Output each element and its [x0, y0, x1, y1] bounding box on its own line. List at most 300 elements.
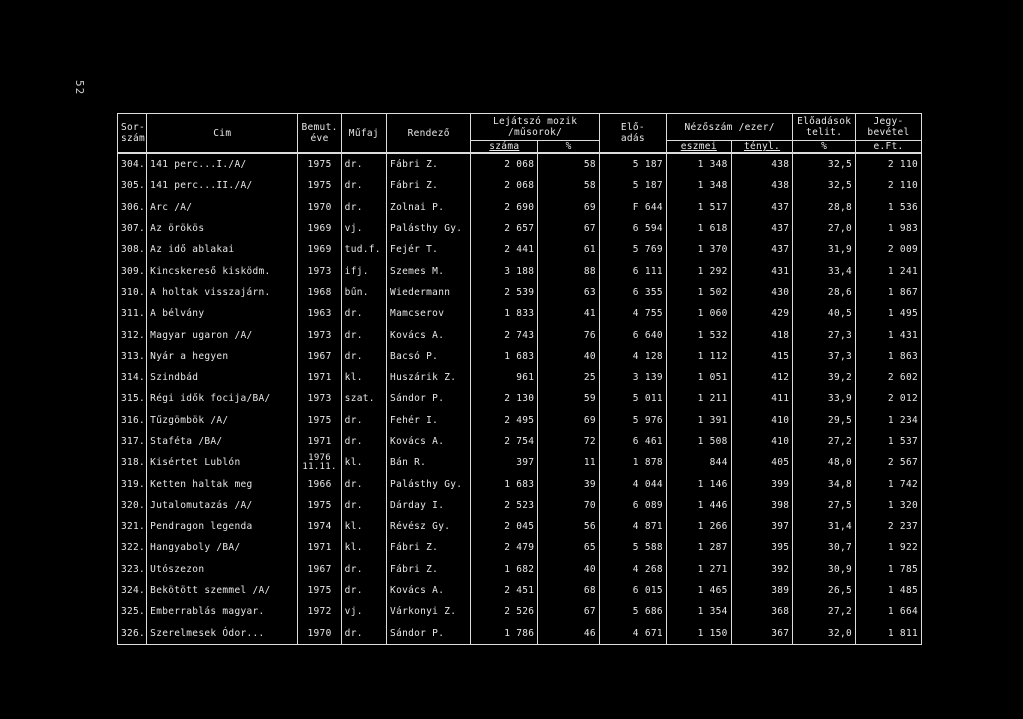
table-row — [118, 218, 922, 239]
viewers-ideal: 1 532 — [666, 324, 731, 345]
cinema-percent: 56 — [538, 516, 600, 537]
occupancy-percent: 39,2 — [793, 367, 856, 388]
occupancy-percent: 29,5 — [793, 410, 856, 431]
ticket-revenue: 1 234 — [856, 410, 922, 431]
show-count: 4 268 — [599, 559, 666, 580]
header-jegybevetel-unit: e.Ft. — [856, 141, 922, 154]
page-number: 52 — [73, 80, 86, 96]
genre: dr. — [341, 431, 386, 452]
film-title: Jutalomutazás /A/ — [147, 495, 298, 516]
release-year: 1973 — [298, 324, 341, 345]
occupancy-percent: 33,4 — [793, 260, 856, 281]
viewers-actual: 429 — [731, 303, 793, 324]
table-row — [118, 495, 922, 516]
release-year: 1976 11.11. — [298, 452, 341, 473]
viewers-ideal: 1 348 — [666, 153, 731, 175]
row-number: 317. — [118, 431, 147, 452]
occupancy-percent: 31,9 — [793, 239, 856, 260]
viewers-actual: 368 — [731, 601, 793, 622]
ticket-revenue: 1 863 — [856, 346, 922, 367]
header-nezoszam: Nézőszám /ezer/ — [666, 114, 792, 141]
ticket-revenue: 2 012 — [856, 388, 922, 409]
occupancy-percent: 26,5 — [793, 580, 856, 601]
show-count: 6 111 — [599, 260, 666, 281]
film-title: 141 perc...I./A/ — [147, 153, 298, 175]
cinema-percent: 58 — [538, 153, 600, 175]
viewers-ideal: 1 508 — [666, 431, 731, 452]
occupancy-percent: 40,5 — [793, 303, 856, 324]
release-year: 1973 — [298, 260, 341, 281]
viewers-ideal: 1 517 — [666, 197, 731, 218]
viewers-actual: 430 — [731, 282, 793, 303]
row-number: 325. — [118, 601, 147, 622]
cinema-percent: 40 — [538, 559, 600, 580]
release-year: 1975 — [298, 495, 341, 516]
viewers-actual: 438 — [731, 153, 793, 175]
director: Huszárik Z. — [387, 367, 471, 388]
release-year: 1970 — [298, 623, 341, 645]
genre: kl. — [341, 537, 386, 558]
cinema-count: 1 786 — [471, 623, 538, 645]
viewers-ideal: 1 354 — [666, 601, 731, 622]
ticket-revenue: 1 664 — [856, 601, 922, 622]
row-number: 318. — [118, 452, 147, 473]
film-title: Bekötött szemmel /A/ — [147, 580, 298, 601]
occupancy-percent: 48,0 — [793, 452, 856, 473]
viewers-actual: 367 — [731, 623, 793, 645]
director: Fejér T. — [387, 239, 471, 260]
film-statistics-table-container — [117, 113, 922, 645]
table-row — [118, 580, 922, 601]
genre: dr. — [341, 153, 386, 175]
film-title: Emberrablás magyar. — [147, 601, 298, 622]
table-row — [118, 367, 922, 388]
row-number: 305. — [118, 175, 147, 196]
cinema-count: 1 683 — [471, 346, 538, 367]
viewers-actual: 389 — [731, 580, 793, 601]
viewers-ideal: 1 465 — [666, 580, 731, 601]
row-number: 320. — [118, 495, 147, 516]
genre: dr. — [341, 324, 386, 345]
cinema-percent: 41 — [538, 303, 600, 324]
film-title: Staféta /BA/ — [147, 431, 298, 452]
director: Sándor P. — [387, 388, 471, 409]
show-count: 4 128 — [599, 346, 666, 367]
occupancy-percent: 30,9 — [793, 559, 856, 580]
row-number: 316. — [118, 410, 147, 431]
film-title: Nyár a hegyen — [147, 346, 298, 367]
viewers-ideal: 1 112 — [666, 346, 731, 367]
table-row — [118, 431, 922, 452]
film-title: Pendragon legenda — [147, 516, 298, 537]
viewers-ideal: 1 391 — [666, 410, 731, 431]
viewers-actual: 437 — [731, 218, 793, 239]
viewers-actual: 395 — [731, 537, 793, 558]
film-title: Az idő ablakai — [147, 239, 298, 260]
cinema-count: 397 — [471, 452, 538, 473]
cinema-count: 2 754 — [471, 431, 538, 452]
row-number: 323. — [118, 559, 147, 580]
show-count: 6 594 — [599, 218, 666, 239]
viewers-actual: 398 — [731, 495, 793, 516]
film-title: Kincskereső kisködm. — [147, 260, 298, 281]
film-title: A bélvány — [147, 303, 298, 324]
ticket-revenue: 1 742 — [856, 473, 922, 494]
header-eloadas: Elő- adás — [599, 114, 666, 154]
occupancy-percent: 32,5 — [793, 153, 856, 175]
show-count: 5 187 — [599, 153, 666, 175]
film-title: Tűzgömbök /A/ — [147, 410, 298, 431]
table-row — [118, 197, 922, 218]
genre: dr. — [341, 623, 386, 645]
table-row — [118, 282, 922, 303]
occupancy-percent: 27,2 — [793, 601, 856, 622]
director: Fábri Z. — [387, 559, 471, 580]
genre: dr. — [341, 473, 386, 494]
table-row — [118, 346, 922, 367]
viewers-ideal: 1 370 — [666, 239, 731, 260]
row-number: 311. — [118, 303, 147, 324]
director: Sándor P. — [387, 623, 471, 645]
row-number: 324. — [118, 580, 147, 601]
row-number: 315. — [118, 388, 147, 409]
cinema-percent: 59 — [538, 388, 600, 409]
table-row — [118, 623, 922, 645]
film-title: Az örökös — [147, 218, 298, 239]
occupancy-percent: 34,8 — [793, 473, 856, 494]
release-year: 1967 — [298, 559, 341, 580]
viewers-actual: 410 — [731, 431, 793, 452]
row-number: 319. — [118, 473, 147, 494]
viewers-actual: 437 — [731, 239, 793, 260]
genre: dr. — [341, 495, 386, 516]
header-mufaj: Műfaj — [341, 114, 386, 154]
film-title: A holtak visszajárn. — [147, 282, 298, 303]
ticket-revenue: 1 785 — [856, 559, 922, 580]
director: Palásthy Gy. — [387, 473, 471, 494]
table-row — [118, 601, 922, 622]
viewers-ideal: 1 146 — [666, 473, 731, 494]
cinema-percent: 25 — [538, 367, 600, 388]
table-row — [118, 516, 922, 537]
viewers-ideal: 1 292 — [666, 260, 731, 281]
cinema-percent: 67 — [538, 218, 600, 239]
ticket-revenue: 1 983 — [856, 218, 922, 239]
row-number: 310. — [118, 282, 147, 303]
viewers-ideal: 1 266 — [666, 516, 731, 537]
row-number: 306. — [118, 197, 147, 218]
table-row — [118, 175, 922, 196]
director: Bán R. — [387, 452, 471, 473]
cinema-percent: 63 — [538, 282, 600, 303]
viewers-ideal: 1 348 — [666, 175, 731, 196]
ticket-revenue: 2 567 — [856, 452, 922, 473]
table-body — [118, 153, 922, 644]
genre: dr. — [341, 559, 386, 580]
release-year: 1971 — [298, 367, 341, 388]
cinema-percent: 88 — [538, 260, 600, 281]
header-lejatszo-szama: száma — [471, 141, 538, 154]
ticket-revenue: 1 867 — [856, 282, 922, 303]
cinema-count: 1 683 — [471, 473, 538, 494]
occupancy-percent: 28,8 — [793, 197, 856, 218]
cinema-percent: 61 — [538, 239, 600, 260]
genre: dr. — [341, 303, 386, 324]
ticket-revenue: 2 110 — [856, 153, 922, 175]
show-count: 4 671 — [599, 623, 666, 645]
show-count: 6 355 — [599, 282, 666, 303]
ticket-revenue: 1 536 — [856, 197, 922, 218]
viewers-actual: 405 — [731, 452, 793, 473]
show-count: 5 769 — [599, 239, 666, 260]
cinema-count: 2 130 — [471, 388, 538, 409]
film-title: Szindbád — [147, 367, 298, 388]
table-row — [118, 559, 922, 580]
occupancy-percent: 31,4 — [793, 516, 856, 537]
genre: dr. — [341, 346, 386, 367]
occupancy-percent: 30,7 — [793, 537, 856, 558]
row-number: 314. — [118, 367, 147, 388]
ticket-revenue: 1 241 — [856, 260, 922, 281]
table-row — [118, 153, 922, 175]
show-count: F 644 — [599, 197, 666, 218]
cinema-count: 3 188 — [471, 260, 538, 281]
viewers-actual: 437 — [731, 197, 793, 218]
cinema-percent: 69 — [538, 410, 600, 431]
row-number: 326. — [118, 623, 147, 645]
cinema-percent: 68 — [538, 580, 600, 601]
genre: vj. — [341, 601, 386, 622]
director: Palásthy Gy. — [387, 218, 471, 239]
table-row — [118, 303, 922, 324]
viewers-actual: 411 — [731, 388, 793, 409]
viewers-ideal: 1 618 — [666, 218, 731, 239]
director: Wiedermann — [387, 282, 471, 303]
release-year: 1969 — [298, 218, 341, 239]
header-eloadasok-pct: % — [793, 141, 856, 154]
genre: dr. — [341, 580, 386, 601]
release-year: 1966 — [298, 473, 341, 494]
cinema-count: 2 068 — [471, 175, 538, 196]
header-rendezo: Rendező — [387, 114, 471, 154]
viewers-ideal: 1 051 — [666, 367, 731, 388]
show-count: 5 187 — [599, 175, 666, 196]
row-number: 321. — [118, 516, 147, 537]
table-row — [118, 537, 922, 558]
cinema-count: 2 657 — [471, 218, 538, 239]
viewers-actual: 418 — [731, 324, 793, 345]
cinema-count: 2 068 — [471, 153, 538, 175]
ticket-revenue: 2 110 — [856, 175, 922, 196]
viewers-ideal: 1 060 — [666, 303, 731, 324]
viewers-ideal: 1 287 — [666, 537, 731, 558]
viewers-actual: 410 — [731, 410, 793, 431]
cinema-percent: 70 — [538, 495, 600, 516]
director: Zolnai P. — [387, 197, 471, 218]
release-year: 1974 — [298, 516, 341, 537]
genre: dr. — [341, 410, 386, 431]
table-row — [118, 388, 922, 409]
cinema-count: 2 045 — [471, 516, 538, 537]
genre: tud.f. — [341, 239, 386, 260]
header-nezoszam-tenyl: tényl. — [731, 141, 793, 154]
ticket-revenue: 2 602 — [856, 367, 922, 388]
show-count: 6 640 — [599, 324, 666, 345]
ticket-revenue: 2 237 — [856, 516, 922, 537]
header-sorszam: Sor- szám — [118, 114, 147, 154]
row-number: 312. — [118, 324, 147, 345]
header-jegybevetel: Jegy- bevétel — [856, 114, 922, 141]
viewers-ideal: 844 — [666, 452, 731, 473]
director: Dárday I. — [387, 495, 471, 516]
ticket-revenue: 2 009 — [856, 239, 922, 260]
row-number: 307. — [118, 218, 147, 239]
genre: dr. — [341, 197, 386, 218]
ticket-revenue: 1 922 — [856, 537, 922, 558]
show-count: 4 755 — [599, 303, 666, 324]
film-title: Ketten haltak meg — [147, 473, 298, 494]
cinema-count: 2 743 — [471, 324, 538, 345]
cinema-count: 2 526 — [471, 601, 538, 622]
director: Kovács A. — [387, 431, 471, 452]
genre: szat. — [341, 388, 386, 409]
director: Fábri Z. — [387, 537, 471, 558]
release-year: 1975 — [298, 153, 341, 175]
occupancy-percent: 32,0 — [793, 623, 856, 645]
header-cim: Cim — [147, 114, 298, 154]
occupancy-percent: 27,3 — [793, 324, 856, 345]
cinema-percent: 76 — [538, 324, 600, 345]
cinema-count: 1 682 — [471, 559, 538, 580]
show-count: 5 011 — [599, 388, 666, 409]
cinema-count: 2 495 — [471, 410, 538, 431]
table-row — [118, 324, 922, 345]
director: Mamcserov — [387, 303, 471, 324]
table-row — [118, 452, 922, 473]
cinema-percent: 58 — [538, 175, 600, 196]
header-lejatszo-pct: % — [538, 141, 600, 154]
film-title: Régi idők focija/BA/ — [147, 388, 298, 409]
release-year: 1975 — [298, 580, 341, 601]
viewers-actual: 399 — [731, 473, 793, 494]
cinema-count: 2 690 — [471, 197, 538, 218]
cinema-count: 2 441 — [471, 239, 538, 260]
cinema-count: 2 523 — [471, 495, 538, 516]
film-title: Utószezon — [147, 559, 298, 580]
film-title: Hangyaboly /BA/ — [147, 537, 298, 558]
row-number: 322. — [118, 537, 147, 558]
film-title: 141 perc...II./A/ — [147, 175, 298, 196]
cinema-count: 1 833 — [471, 303, 538, 324]
director: Révész Gy. — [387, 516, 471, 537]
ticket-revenue: 1 495 — [856, 303, 922, 324]
occupancy-percent: 28,6 — [793, 282, 856, 303]
release-year: 1968 — [298, 282, 341, 303]
occupancy-percent: 32,5 — [793, 175, 856, 196]
cinema-percent: 40 — [538, 346, 600, 367]
viewers-actual: 412 — [731, 367, 793, 388]
row-number: 308. — [118, 239, 147, 260]
director: Bacsó P. — [387, 346, 471, 367]
show-count: 4 044 — [599, 473, 666, 494]
viewers-actual: 415 — [731, 346, 793, 367]
show-count: 6 089 — [599, 495, 666, 516]
director: Fábri Z. — [387, 153, 471, 175]
occupancy-percent: 27,5 — [793, 495, 856, 516]
table-row — [118, 473, 922, 494]
film-title: Arc /A/ — [147, 197, 298, 218]
genre: kl. — [341, 516, 386, 537]
table-header — [118, 114, 922, 154]
show-count: 3 139 — [599, 367, 666, 388]
release-year: 1970 — [298, 197, 341, 218]
cinema-percent: 39 — [538, 473, 600, 494]
release-year: 1973 — [298, 388, 341, 409]
header-lejatszo-mozik: Lejátszó mozik /műsorok/ — [471, 114, 600, 141]
film-title: Kisértet Lublón — [147, 452, 298, 473]
film-title: Magyar ugaron /A/ — [147, 324, 298, 345]
occupancy-percent: 27,0 — [793, 218, 856, 239]
viewers-ideal: 1 502 — [666, 282, 731, 303]
viewers-ideal: 1 211 — [666, 388, 731, 409]
cinema-percent: 72 — [538, 431, 600, 452]
genre: dr. — [341, 175, 386, 196]
genre: vj. — [341, 218, 386, 239]
cinema-percent: 67 — [538, 601, 600, 622]
ticket-revenue: 1 485 — [856, 580, 922, 601]
viewers-actual: 392 — [731, 559, 793, 580]
viewers-ideal: 1 446 — [666, 495, 731, 516]
row-number: 309. — [118, 260, 147, 281]
director: Várkonyi Z. — [387, 601, 471, 622]
ticket-revenue: 1 431 — [856, 324, 922, 345]
viewers-actual: 431 — [731, 260, 793, 281]
show-count: 5 976 — [599, 410, 666, 431]
cinema-percent: 11 — [538, 452, 600, 473]
director: Fehér I. — [387, 410, 471, 431]
genre: ifj. — [341, 260, 386, 281]
viewers-ideal: 1 271 — [666, 559, 731, 580]
release-year: 1975 — [298, 175, 341, 196]
show-count: 6 015 — [599, 580, 666, 601]
cinema-count: 2 479 — [471, 537, 538, 558]
release-year: 1969 — [298, 239, 341, 260]
occupancy-percent: 27,2 — [793, 431, 856, 452]
director: Kovács A. — [387, 580, 471, 601]
genre: kl. — [341, 367, 386, 388]
director: Kovács A. — [387, 324, 471, 345]
occupancy-percent: 33,9 — [793, 388, 856, 409]
viewers-ideal: 1 150 — [666, 623, 731, 645]
viewers-actual: 438 — [731, 175, 793, 196]
header-nezoszam-eszmei: eszmei — [666, 141, 731, 154]
cinema-count: 2 451 — [471, 580, 538, 601]
show-count: 5 588 — [599, 537, 666, 558]
ticket-revenue: 1 320 — [856, 495, 922, 516]
ticket-revenue: 1 537 — [856, 431, 922, 452]
row-number: 304. — [118, 153, 147, 175]
show-count: 1 878 — [599, 452, 666, 473]
viewers-actual: 397 — [731, 516, 793, 537]
table-row — [118, 239, 922, 260]
director: Fábri Z. — [387, 175, 471, 196]
table-row — [118, 410, 922, 431]
film-title: Szerelmesek Ódor... — [147, 623, 298, 645]
occupancy-percent: 37,3 — [793, 346, 856, 367]
director: Szemes M. — [387, 260, 471, 281]
row-number: 313. — [118, 346, 147, 367]
header-eloadasok-telit: Előadások telit. — [793, 114, 856, 141]
